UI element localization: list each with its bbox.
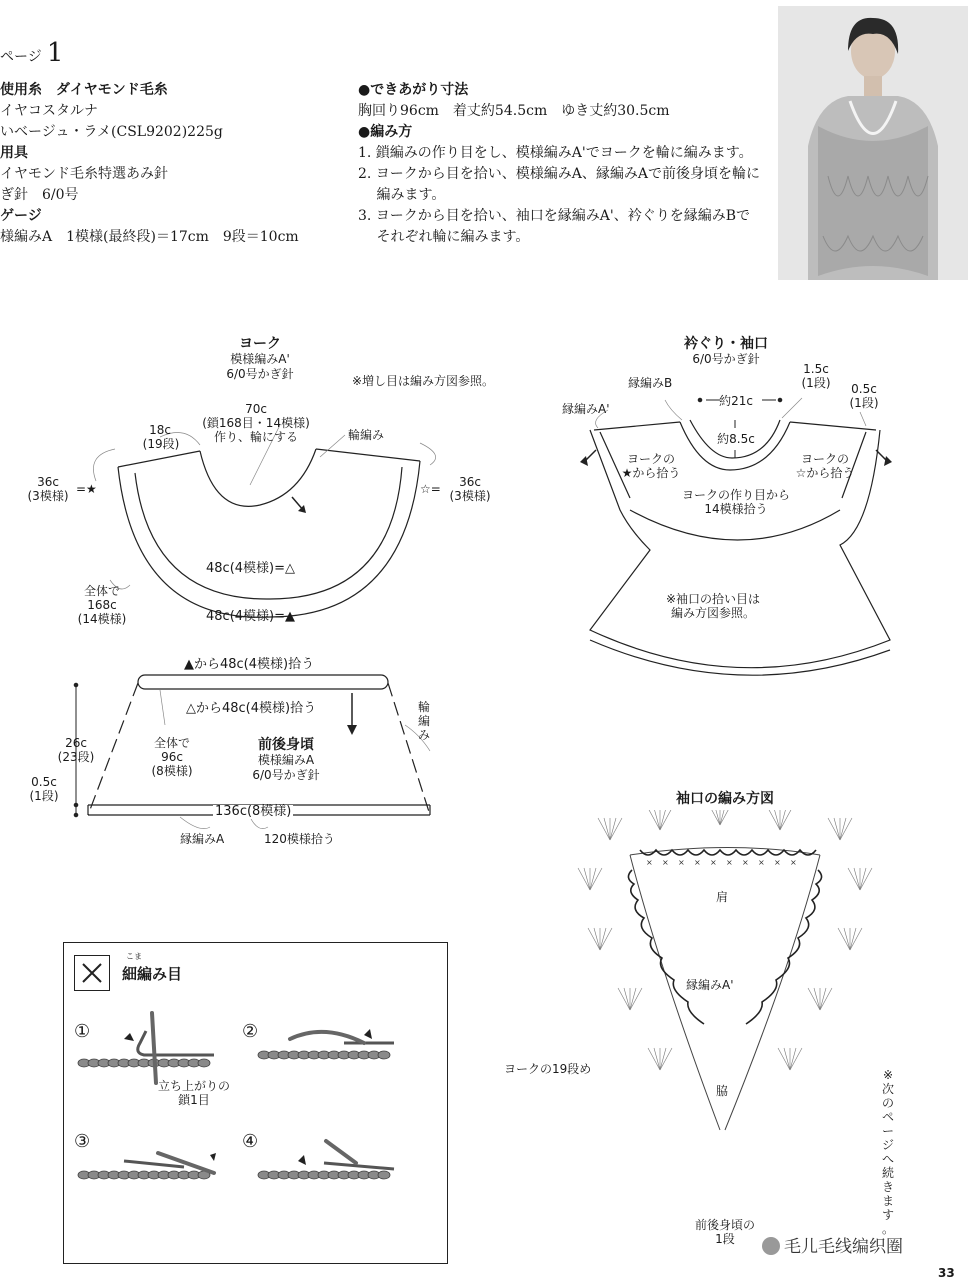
chart-stitch-mark: × — [646, 858, 653, 867]
page-footer-number: 33 — [938, 1266, 955, 1280]
yoke-hook: 6/0号かぎ針 — [226, 367, 294, 381]
material-line: ゲージ — [0, 208, 42, 224]
neckline-diagram — [570, 370, 950, 700]
specs-block — [358, 80, 760, 248]
method-title: ●編み方 — [358, 124, 413, 140]
chart-stroke — [630, 988, 636, 1010]
sleeve-title: 袖口の編み方図 — [676, 791, 774, 807]
chart-stroke — [790, 1048, 796, 1070]
chart-stroke — [594, 928, 600, 950]
chart-stitch-mark: × — [710, 858, 717, 867]
side-note-char: す — [881, 1208, 894, 1222]
side-note-char: ペ — [881, 1110, 894, 1124]
body-edge-label: 縁編みA — [180, 832, 225, 846]
size-title: ●できあがり寸法 — [358, 82, 469, 98]
neckline-right-d: ☆から拾う — [795, 466, 855, 480]
chart-stroke — [654, 810, 660, 830]
material-line: 様編みA 1模様(最終段)＝17cm 9段＝10cm — [0, 229, 299, 245]
neckline-width: 約21c — [719, 394, 753, 408]
chart-stroke — [660, 1048, 666, 1070]
side-note-char: 。 — [881, 1222, 894, 1236]
chart-stitch-mark: × — [678, 858, 685, 867]
body-hook: 6/0号かぎ針 — [252, 768, 320, 782]
side-note-char: 続 — [881, 1166, 894, 1180]
chart-stroke — [774, 810, 780, 830]
chart-stroke — [578, 868, 590, 890]
chart-stroke — [768, 810, 780, 830]
chart-stitch-mark: × — [774, 858, 781, 867]
chart-stroke — [584, 868, 590, 890]
neckline-edge-a2: 縁編みA' — [562, 402, 610, 416]
yoke-title: ヨーク — [239, 336, 281, 352]
size-text: 胸回り96cm 着丈約54.5cm ゆき丈約30.5cm — [358, 103, 670, 119]
body-total-c: (8模様) — [151, 764, 193, 778]
body-ring-b: み — [418, 728, 431, 742]
chart-stitch-mark: × — [742, 858, 749, 867]
yoke-pattern: 模様編みA' — [230, 352, 290, 366]
page-header — [0, 38, 63, 68]
sleeve-yoke-row: ヨークの19段め — [504, 1062, 592, 1076]
yoke-top-c: 作り、輪にする — [213, 430, 298, 444]
side-note — [880, 1068, 896, 1236]
body-top-inner: △から48c(4模様)拾う — [186, 701, 317, 716]
side-note-char: ー — [881, 1124, 894, 1138]
yoke-total-a: 全体で — [83, 584, 120, 598]
sleeve-side: 脇 — [716, 1084, 729, 1098]
side-note-char: き — [881, 1180, 894, 1194]
chart-stroke — [784, 1048, 790, 1070]
model-photo — [778, 6, 968, 280]
step-1-note-b: 鎖1目 — [178, 1093, 210, 1107]
chart-stroke — [838, 928, 850, 950]
yoke-top-a: 70c — [245, 402, 267, 416]
chart-stroke — [820, 988, 826, 1010]
chain-stitch — [198, 1059, 210, 1067]
step-illustrations — [64, 943, 447, 1263]
chart-stroke — [660, 810, 672, 830]
step-1-note-a: 立ち上がりの — [157, 1079, 230, 1093]
yoke-top-b: (鎖168目・14模様) — [202, 416, 310, 430]
neckline-mid-b: 14模様拾う — [704, 502, 768, 516]
yoke-total-c: (14模様) — [77, 612, 127, 626]
neckline-note-b: 編み方図参照。 — [670, 606, 755, 620]
body-ring-a: 輪編 — [418, 700, 431, 728]
body-total-b: 96c — [161, 750, 183, 764]
neckline-top-a: 1.5c — [803, 362, 829, 376]
chart-stroke — [808, 988, 820, 1010]
method-step: 3. ヨークから目を拾い、袖口を縁編みA'、衿ぐりを縁編みBで — [358, 208, 751, 224]
yoke-right-sym: ☆= — [420, 482, 441, 496]
yoke-right-a: 36c — [459, 475, 481, 489]
chart-stroke — [598, 818, 610, 840]
method-step: 編みます。 — [358, 187, 446, 203]
yoke-left-a: 36c — [37, 475, 59, 489]
chart-stitch-mark: × — [726, 858, 733, 867]
watermark — [762, 1232, 903, 1257]
chart-stroke — [600, 928, 606, 950]
body-bottom: 136c(8模様) — [215, 804, 292, 819]
body-edge-a: 0.5c — [31, 775, 57, 789]
stitch-name: 細編み目 — [122, 965, 183, 983]
neckline-edge-b: 縁編みB — [628, 376, 673, 390]
chart-stitch-mark: × — [790, 858, 797, 867]
chart-stroke — [844, 928, 850, 950]
neckline-left-b: ★から拾う — [621, 466, 681, 480]
chart-stroke — [590, 868, 602, 890]
step-2-number: ② — [242, 1021, 259, 1042]
yoke-rows-a: 18c — [149, 423, 171, 437]
chart-stroke — [660, 810, 666, 830]
side-note-char: 次 — [881, 1082, 894, 1096]
neckline-note-a: ※袖口の拾い目は — [665, 592, 761, 606]
body-height-b: (23段) — [57, 750, 95, 764]
page-number: 1 — [46, 38, 64, 68]
neckline-hook: 6/0号かぎ針 — [692, 352, 760, 366]
neckline-top-b: (1段) — [801, 376, 831, 390]
material-line: 用具 — [0, 145, 28, 161]
watermark-text: 毛儿毛线编织圈 — [784, 1237, 903, 1257]
neckline-depth: 約8.5c — [717, 432, 755, 446]
side-note-char: の — [881, 1096, 894, 1110]
chart-stroke — [854, 868, 860, 890]
chart-stroke — [780, 810, 786, 830]
material-line: ぎ針 6/0号 — [0, 187, 79, 203]
sleeve-chart — [550, 810, 900, 1240]
step-3-number: ③ — [74, 1131, 91, 1152]
chart-stroke — [648, 810, 660, 830]
chart-stroke — [654, 1048, 660, 1070]
sleeve-shoulder: 肩 — [716, 890, 729, 904]
chart-stroke — [840, 818, 852, 840]
chart-stroke — [860, 868, 872, 890]
step-1-number: ① — [74, 1021, 91, 1042]
chart-stroke — [648, 1048, 660, 1070]
chart-stroke — [604, 818, 610, 840]
neckline-title: 衿ぐり・袖口 — [684, 336, 768, 352]
yoke-left-b: (3模様) — [27, 489, 69, 503]
chain-stitch — [378, 1171, 390, 1179]
yoke-total-b: 168c — [87, 598, 117, 612]
chart-stroke — [630, 988, 642, 1010]
sleeve-body-a: 前後身頃の — [694, 1218, 755, 1232]
materials-block — [0, 80, 299, 248]
chart-stroke — [778, 1048, 790, 1070]
chart-stroke — [820, 988, 832, 1010]
yoke-inner: 48c(4模様)=△ — [206, 561, 295, 576]
side-note-char: ま — [881, 1194, 894, 1208]
chart-stroke — [600, 928, 612, 950]
chart-stitch-mark: × — [758, 858, 765, 867]
side-note-char: ※ — [882, 1068, 894, 1082]
page-label: ページ — [0, 49, 42, 65]
yoke-note: ※増し目は編み方図参照。 — [352, 374, 495, 388]
material-line: いベージュ・ラメ(CSL9202)225g — [0, 124, 223, 140]
chart-stroke — [848, 868, 860, 890]
neckline-right-c: ヨークの — [800, 452, 849, 466]
chart-stroke — [618, 988, 630, 1010]
chart-stroke — [610, 818, 622, 840]
neckline-right-b: (1段) — [849, 396, 879, 410]
body-total-a: 全体で — [153, 736, 190, 750]
chain-stitch — [378, 1051, 390, 1059]
body-top-outer: ▲から48c(4模様)拾う — [184, 657, 315, 672]
body-title: 前後身頃 — [258, 737, 314, 753]
yoke-right-b: (3模様) — [449, 489, 491, 503]
body-edge-b: (1段) — [29, 789, 59, 803]
chart-stroke — [610, 818, 616, 840]
material-line: イヤコスタルナ — [0, 103, 98, 119]
method-step: 1. 鎖編みの作り目をし、模様編みA'でヨークを輪に編みます。 — [358, 145, 753, 161]
chart-stroke — [814, 988, 820, 1010]
body-pattern: 模様編みA — [257, 753, 315, 767]
neckline-mid-a: ヨークの作り目から — [681, 488, 790, 502]
chart-stroke — [588, 928, 600, 950]
method-step: それぞれ輪に編みます。 — [358, 229, 530, 245]
material-line: イヤモンド毛糸特選あみ針 — [0, 166, 168, 182]
chart-stitch-mark: × — [694, 858, 701, 867]
neckline-right-a: 0.5c — [851, 382, 877, 396]
neckline-left-a: ヨークの — [626, 452, 675, 466]
body-height-a: 26c — [65, 736, 87, 750]
yoke-rows-b: (19段) — [142, 437, 180, 451]
stitch-instructions — [63, 942, 448, 1264]
chart-stroke — [714, 810, 720, 825]
yoke-ring: 輪編み — [348, 428, 385, 442]
step-4-number: ④ — [242, 1131, 259, 1152]
side-note-char: へ — [881, 1152, 894, 1166]
sleeve-body-b: 1段 — [715, 1232, 735, 1246]
method-step: 2. ヨークから目を拾い、模様編みA、縁編みAで前後身頃を輪に — [358, 166, 761, 182]
sleeve-edge: 縁編みA' — [686, 978, 734, 992]
chart-stroke — [660, 1048, 672, 1070]
body-pick: 120模様拾う — [264, 832, 335, 846]
chart-stroke — [834, 818, 840, 840]
chart-stitch-mark: × — [662, 858, 669, 867]
chart-stroke — [850, 928, 862, 950]
chart-stroke — [860, 868, 866, 890]
side-note-char: ジ — [881, 1138, 894, 1152]
chart-stroke — [780, 810, 792, 830]
chart-stroke — [590, 868, 596, 890]
chart-stroke — [840, 818, 846, 840]
chart-stroke — [850, 928, 856, 950]
yoke-outer: 48c(4模様)=▲ — [206, 609, 295, 624]
material-line: 使用糸 ダイヤモンド毛糸 — [0, 82, 168, 98]
chart-stroke — [790, 1048, 802, 1070]
yoke-left-sym: =★ — [76, 482, 97, 496]
stitch-furigana: こま — [126, 952, 142, 961]
chart-stroke — [624, 988, 630, 1010]
chart-stroke — [828, 818, 840, 840]
wechat-icon — [762, 1237, 780, 1255]
